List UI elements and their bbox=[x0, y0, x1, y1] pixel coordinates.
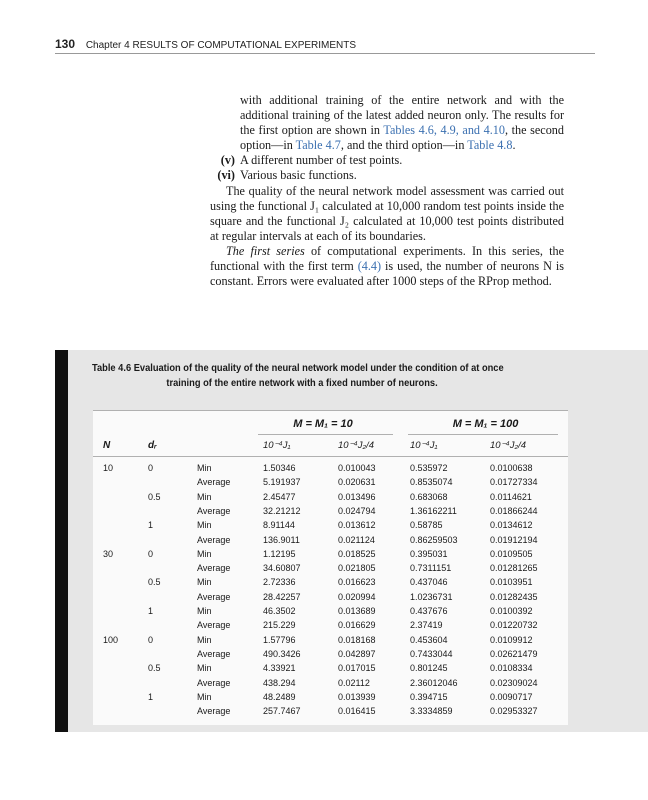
table-row bbox=[93, 592, 568, 605]
table-row bbox=[93, 549, 568, 562]
table-row bbox=[93, 606, 568, 619]
cell-d: 0 bbox=[148, 634, 154, 645]
cell-a: 438.294 bbox=[263, 677, 296, 688]
cell-d: 0.5 bbox=[148, 663, 161, 674]
cell-n: 100 bbox=[103, 634, 119, 645]
cell-a: 1.12195 bbox=[263, 548, 296, 559]
cell-stat: Min bbox=[197, 663, 212, 674]
table-row bbox=[93, 477, 568, 490]
table-row bbox=[93, 577, 568, 590]
cell-a: 136.9011 bbox=[263, 534, 300, 545]
cell-stat: Min bbox=[197, 548, 212, 559]
cell-c: 1.0236731 bbox=[410, 591, 453, 602]
table-row bbox=[93, 692, 568, 705]
table-row bbox=[93, 663, 568, 676]
cell-a: 46.3502 bbox=[263, 606, 296, 616]
paragraph-assessment: The quality of the neural network model assessment was carried out using the functional J₁ calculated at 10,000 random test points inside the square and the functional J₂ calculated at 10,000 test points distributed at regular intervals at each of its boundaries. bbox=[210, 183, 564, 243]
cell-b: 0.016629 bbox=[338, 620, 376, 631]
cell-stat: Min bbox=[197, 577, 212, 588]
cell-stat: Min bbox=[197, 520, 212, 531]
col-header-j2: 10⁻⁴J₂/4 bbox=[338, 440, 374, 451]
paragraph-options: with additional training of the entire network and with the additional training of the latest added neuron only. The results for the first option are shown in Tables 4.6, 4.9, and 4.10, the second option—in Table 4.7, and the third option—in Table 4.8. bbox=[240, 93, 565, 153]
cell-c: 0.437046 bbox=[410, 577, 448, 588]
cell-stat: Average bbox=[197, 534, 231, 545]
cell-e: 0.0109912 bbox=[490, 634, 533, 645]
cell-b: 0.021124 bbox=[338, 534, 375, 545]
cell-b: 0.018525 bbox=[338, 548, 376, 559]
page-number: 130 bbox=[55, 37, 76, 51]
group-rule bbox=[408, 434, 558, 435]
running-title: Chapter 4 RESULTS OF COMPUTATIONAL EXPERIMENTS bbox=[85, 40, 357, 51]
cell-d: 0 bbox=[148, 548, 154, 559]
cell-e: 0.01282435 bbox=[490, 591, 538, 602]
col-header-j1: 10⁻⁴J₁ bbox=[263, 440, 291, 451]
table-row bbox=[93, 706, 568, 719]
cell-stat: Average bbox=[197, 477, 231, 488]
table-row bbox=[93, 520, 568, 533]
cell-b: 0.024794 bbox=[338, 505, 376, 516]
cell-c: 0.395031 bbox=[410, 548, 448, 559]
cell-e: 0.0134612 bbox=[490, 520, 533, 531]
table-row bbox=[93, 535, 568, 548]
cell-b: 0.013939 bbox=[338, 691, 376, 702]
cell-c: 0.8535074 bbox=[410, 477, 453, 488]
cell-a: 48.2489 bbox=[263, 691, 296, 702]
header-bottom-rule bbox=[93, 456, 568, 457]
cell-stat: Average bbox=[197, 563, 231, 574]
cell-b: 0.013689 bbox=[338, 606, 376, 616]
table-ref-link[interactable]: Table 4.7 bbox=[295, 138, 341, 153]
cell-e: 0.01866244 bbox=[490, 505, 538, 516]
cell-c: 0.86259503 bbox=[410, 534, 458, 545]
cell-a: 34.60807 bbox=[263, 563, 301, 574]
cell-e: 0.0090717 bbox=[490, 691, 533, 702]
table-row bbox=[93, 463, 568, 476]
group-header-m10: M = M₁ = 10 bbox=[293, 418, 353, 430]
group-rule bbox=[258, 434, 393, 435]
cell-a: 8.91144 bbox=[263, 520, 295, 531]
header-rule bbox=[55, 53, 595, 54]
cell-stat: Min bbox=[197, 634, 212, 645]
cell-a: 215.229 bbox=[263, 620, 296, 631]
cell-e: 0.0100638 bbox=[490, 463, 533, 473]
cell-c: 0.535972 bbox=[410, 463, 448, 473]
cell-stat: Average bbox=[197, 591, 231, 602]
cell-n: 10 bbox=[103, 463, 114, 473]
cell-e: 0.0109505 bbox=[490, 548, 533, 559]
cell-stat: Average bbox=[197, 677, 231, 688]
cell-b: 0.02112 bbox=[338, 677, 370, 688]
cell-a: 2.45477 bbox=[263, 491, 296, 502]
cell-e: 0.01912194 bbox=[490, 534, 538, 545]
table-row bbox=[93, 678, 568, 691]
cell-b: 0.021805 bbox=[338, 563, 376, 574]
table-ref-link[interactable]: Table 4.8 bbox=[467, 138, 513, 153]
cell-c: 0.437676 bbox=[410, 606, 448, 616]
body-text bbox=[210, 93, 564, 289]
cell-a: 4.33921 bbox=[263, 663, 296, 674]
running-header bbox=[55, 37, 356, 51]
cell-a: 2.72336 bbox=[263, 577, 296, 588]
table-row bbox=[93, 563, 568, 576]
table-ref-link[interactable]: and 4.10 bbox=[462, 123, 505, 138]
cell-stat: Average bbox=[197, 706, 231, 717]
cell-d: 1 bbox=[148, 606, 154, 616]
cell-d: 1 bbox=[148, 520, 154, 531]
cell-e: 0.02309024 bbox=[490, 677, 538, 688]
table-row bbox=[93, 649, 568, 662]
cell-d: 0 bbox=[148, 463, 154, 473]
cell-e: 0.0103951 bbox=[490, 577, 533, 588]
panel-accent-bar bbox=[55, 350, 68, 732]
equation-ref-link[interactable]: (4.4) bbox=[357, 259, 382, 274]
cell-b: 0.020994 bbox=[338, 591, 376, 602]
table-row bbox=[93, 492, 568, 505]
list-item: (vi) Various basic functions. bbox=[217, 168, 357, 183]
cell-c: 1.36162211 bbox=[410, 505, 457, 516]
cell-a: 1.57796 bbox=[263, 634, 296, 645]
cell-stat: Average bbox=[197, 505, 231, 516]
cell-e: 0.01727334 bbox=[490, 477, 538, 488]
cell-c: 0.58785 bbox=[410, 520, 443, 531]
cell-c: 0.7311151 bbox=[410, 563, 452, 574]
cell-c: 2.37419 bbox=[410, 620, 443, 631]
paragraph-first-series: The first series of computational experiments. In this series, the functional with the first term (4.4) is used, the number of neurons N is constant. Errors were evaluated after 1000 steps of the RProp method. bbox=[210, 243, 565, 289]
cell-b: 0.010043 bbox=[338, 463, 376, 473]
cell-a: 1.50346 bbox=[263, 463, 296, 473]
cell-b: 0.017015 bbox=[338, 663, 376, 674]
cell-e: 0.02621479 bbox=[490, 648, 538, 659]
cell-e: 0.0108334 bbox=[490, 663, 533, 674]
cell-b: 0.018168 bbox=[338, 634, 376, 645]
cell-d: 0.5 bbox=[148, 577, 161, 588]
cell-stat: Average bbox=[197, 648, 231, 659]
cell-b: 0.016415 bbox=[338, 706, 376, 717]
cell-e: 0.01281265 bbox=[490, 563, 538, 574]
col-header-n: N bbox=[103, 440, 111, 451]
group-header-m100: M = M₁ = 100 bbox=[452, 418, 519, 430]
cell-stat: Min bbox=[197, 463, 212, 473]
cell-n: 30 bbox=[103, 548, 114, 559]
cell-stat: Average bbox=[197, 620, 231, 631]
table-caption: Table 4.6 Evaluation of the quality of the neural network model under the condition of at once training of the entire network with a fixed number of neurons. bbox=[92, 363, 504, 389]
cell-c: 0.453604 bbox=[410, 634, 448, 645]
cell-c: 0.7433044 bbox=[410, 648, 453, 659]
cell-a: 28.42257 bbox=[263, 591, 301, 602]
cell-c: 0.801245 bbox=[410, 663, 448, 674]
list-item: (v) A different number of test points. bbox=[220, 153, 403, 168]
table-row bbox=[93, 635, 568, 648]
cell-d: 0.5 bbox=[148, 491, 161, 502]
table-ref-link[interactable]: Tables 4.6, 4.9, bbox=[383, 123, 459, 138]
cell-e: 0.0100392 bbox=[490, 606, 533, 616]
cell-a: 490.3426 bbox=[263, 648, 301, 659]
table-row bbox=[93, 620, 568, 633]
col-header-j1: 10⁻⁴J₁ bbox=[410, 440, 438, 451]
cell-c: 2.36012046 bbox=[410, 677, 458, 688]
table-row bbox=[93, 506, 568, 519]
cell-d: 1 bbox=[148, 691, 154, 702]
cell-a: 5.191937 bbox=[263, 477, 301, 488]
cell-b: 0.042897 bbox=[338, 648, 376, 659]
cell-b: 0.020631 bbox=[338, 477, 376, 488]
cell-c: 0.683068 bbox=[410, 491, 448, 502]
cell-stat: Min bbox=[197, 606, 212, 616]
cell-a: 257.7467 bbox=[263, 706, 301, 717]
cell-stat: Min bbox=[197, 691, 212, 702]
cell-e: 0.02953327 bbox=[490, 706, 538, 717]
cell-e: 0.01220732 bbox=[490, 620, 538, 631]
cell-a: 32.21212 bbox=[263, 505, 301, 516]
col-header-j2: 10⁻⁴J₂/4 bbox=[490, 440, 526, 451]
cell-c: 3.3334859 bbox=[410, 706, 453, 717]
cell-c: 0.394715 bbox=[410, 691, 448, 702]
results-table bbox=[93, 410, 568, 725]
table-top-rule bbox=[93, 410, 568, 411]
cell-b: 0.013612 bbox=[338, 520, 376, 531]
col-header-d: dᵣ bbox=[148, 440, 157, 451]
cell-e: 0.0114621 bbox=[490, 491, 532, 502]
cell-b: 0.013496 bbox=[338, 491, 376, 502]
cell-b: 0.016623 bbox=[338, 577, 376, 588]
cell-stat: Min bbox=[197, 491, 212, 502]
